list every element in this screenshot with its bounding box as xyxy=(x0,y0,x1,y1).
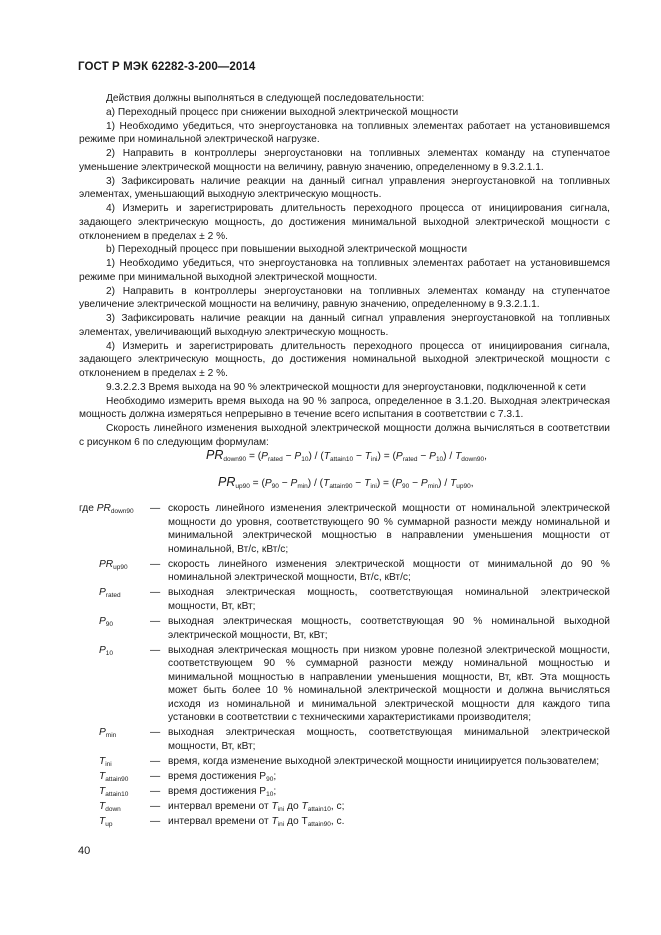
paragraph: 4) Измерить и зарегистрировать длительность переходного процесса от инициирования сигнала, задающего электрическую мощность, до достижения минимальной выходной электрической мощности с отклонением в пределах ± 2 %. xyxy=(79,203,610,242)
definition-symbol: $T_{attain90}$ xyxy=(99,771,129,784)
definitions-list xyxy=(79,502,610,830)
definition-item: $T_{attain10}$ — время достижения $P_{10}$; xyxy=(79,785,610,799)
definition-symbol: $T_{ini}$ xyxy=(99,756,112,769)
definition-text: выходная электрическая мощность при низком уровне полезной электрической мощности, соответствующем 90 % суммарной разности между номинальной мощностью и минимальной мощностью в направлении уменьшения мощности, Вт, кВт. Эта мощность может быть более 10 % номинальной электрической мощности и должна вычисляться исходя из номинальной и минимальной электрической мощности для каждого типа установки в соответствии с техническими характеристиками производителя; xyxy=(168,644,610,724)
formula-down: $PR_{down90} = (P_{rated} - P_{10}) / (T_{attain10} - T_{ini}) = (P_{rated} - P_{10}) / T_{down90}$, xyxy=(206,448,487,463)
definition-symbol: $T_{up}$ xyxy=(99,815,113,828)
definition-symbol: $T_{down}$ xyxy=(99,800,121,813)
paragraph: 1) Необходимо убедиться, что энергоустановка на топливных элементах работает на установившемся режиме при минимальной выходной электрической мощности. xyxy=(79,258,610,283)
definition-text: интервал времени от $T_{ini}$ до $T_{attain90}$, с. xyxy=(168,815,345,828)
definition-item: $P_{min}$ — выходная электрическая мощность, соответствующая минимальной электрической мощности, Вт, кВт; xyxy=(99,727,610,753)
definition-item: $P_{90}$ — выходная электрическая мощность, соответствующая 90 % номинальной выходной электрической мощности, Вт, кВт; xyxy=(99,615,610,641)
paragraph: а) Переходный процесс при снижении выходной электрической мощности xyxy=(106,106,459,118)
definition-item: где $PR_{down90}$ — скорость линейного изменения электрической мощности от номинальной электрической мощности до уровня, соответствующего 90 % суммарной разности между номинальной и минимальной электрической мощностью в направлении уменьшения мощности от номинальной, Вт/с, кВт/с; xyxy=(79,503,610,555)
paragraph: Скорость линейного изменения выходной электрической мощности должна вычисляться в соответствии с рисунком 6 по следующим формулам: xyxy=(79,423,610,448)
definition-item: $T_{attain90}$ — время достижения $P_{90}$; xyxy=(79,770,610,784)
paragraph: 3) Зафиксировать наличие реакции на данный сигнал управления энергоустановкой на топливных элементах, увеличивающий выходную электрическую мощность. xyxy=(79,313,610,338)
document-header: ГОСТ Р МЭК 62282-3-200—2014 xyxy=(78,61,256,73)
paragraph: 2) Направить в контроллеры энергоустановки на топливных элементах команду на ступенчатое уменьшение электрической мощности на величину, равную значению, определенному в 9.3.2.1.1. xyxy=(79,148,610,173)
definition-text: выходная электрическая мощность, соответствующая 90 % номинальной выходной электрической мощности, Вт, кВт; xyxy=(168,615,610,641)
definition-text: интервал времени от $T_{ini}$ до $T_{attain10}$, с; xyxy=(168,800,345,813)
paragraph: 9.3.2.2.3 Время выхода на 90 % электрической мощности для энергоустановки, подключенной к сети xyxy=(106,381,586,393)
definition-symbol: $P_{90}$ xyxy=(99,615,114,628)
page-number: 40 xyxy=(78,845,91,857)
definition-text: время достижения $P_{90}$; xyxy=(168,771,277,784)
definition-symbol: $T_{attain10}$ xyxy=(99,786,129,798)
definition-item: $P_{rated}$ — выходная электрическая мощность, соответствующая номинальной электрической мощности, Вт, кВт; xyxy=(99,587,610,612)
definition-item: $T_{down}$ — интервал времени от $T_{ini}$ до $T_{attain10}$, с; xyxy=(79,800,610,814)
definition-text: скорость линейного изменения электрической мощности от номинальной электрической мощности до уровня, соответствующего 90 % суммарной разности между номинальной и минимальной электрической мощностью в направлении уменьшения мощности от номинальной, Вт/с, кВт/с; xyxy=(168,503,610,555)
paragraph: 4) Измерить и зарегистрировать длительность переходного процесса от инициирования сигнала, задающего электрическую мощность, до достижения номинальной выходной электрической мощности с отклонением в пределах ± 2 %. xyxy=(79,340,610,379)
paragraph: b) Переходный процесс при повышении выходной электрической мощности xyxy=(106,244,468,256)
paragraph: Действия должны выполняться в следующей последовательности: xyxy=(106,93,425,104)
definition-text: время достижения $P_{10}$; xyxy=(168,786,277,798)
paragraph: Необходимо измерить время выхода на 90 % запроса, определенное в 3.1.20. Выходная электрическая мощность должна измеряться непрерывно в течение всего испытания в соответствии с 7.3.1. xyxy=(79,395,610,421)
definition-text: выходная электрическая мощность, соответствующая номинальной электрической мощности, Вт, кВт; xyxy=(168,587,610,612)
paragraph: 2) Направить в контроллеры энергоустановки на топливных элементах команду на ступенчатое увеличение электрической мощности на величину, равную значению, определенному в 9.3.2.1.1. xyxy=(79,285,610,311)
formula-up: $PR_{up90} = (P_{90} - P_{min}) / (T_{attain90} - T_{ini}) = (P_{90} - P_{min}) / T_{up90}$, xyxy=(218,475,474,490)
definition-symbol: $P_{rated}$ xyxy=(99,587,121,600)
definition-symbol: $PR_{up90}$ xyxy=(99,558,128,571)
definition-item: $T_{ini}$ — время, когда изменение выходной электрической мощности инициируется пользователем; xyxy=(79,755,610,769)
definition-item: $PR_{up90}$ — скорость линейного изменения электрической мощности от минимальной до 90 % номинальной электрической мощности, Вт/с, кВт/с; xyxy=(99,558,610,584)
body-text xyxy=(79,92,610,450)
definition-item: $T_{up}$ — интервал времени от $T_{ini}$ до $T_{attain90}$, с. xyxy=(79,815,610,829)
definition-symbol: $P_{min}$ xyxy=(99,727,117,740)
definition-symbol: $P_{10}$ xyxy=(99,644,114,657)
definition-item: $P_{10}$ — выходная электрическая мощность при низком уровне полезной электрической мощности, соответствующем 90 % суммарной разности между номинальной мощностью и минимальной мощностью в направлении уменьшения мощности, Вт, кВт. Эта мощность может быть более 10 % номинальной электрической мощности и должна вычисляться исходя из номинальной и минимальной электрической мощности для каждого типа установки в соответствии с техническими характеристиками производителя; xyxy=(99,644,610,724)
definition-text: выходная электрическая мощность, соответствующая минимальной электрической мощности, Вт, кВт; xyxy=(168,727,610,753)
paragraph: 3) Зафиксировать наличие реакции на данный сигнал управления энергоустановкой на топливных элементах, уменьшающий выходную электрическую мощность. xyxy=(79,175,610,201)
definition-text: время, когда изменение выходной электрической мощности инициируется пользователем; xyxy=(168,756,600,768)
definition-text: скорость линейного изменения электрической мощности от минимальной до 90 % номинальной электрической мощности, Вт/с, кВт/с; xyxy=(168,558,610,584)
paragraph: 1) Необходимо убедиться, что энергоустановка на топливных элементах работает на установившемся режиме при номинальной электрической нагрузке. xyxy=(79,120,610,146)
definition-symbol: где $PR_{down90}$ xyxy=(79,503,134,515)
